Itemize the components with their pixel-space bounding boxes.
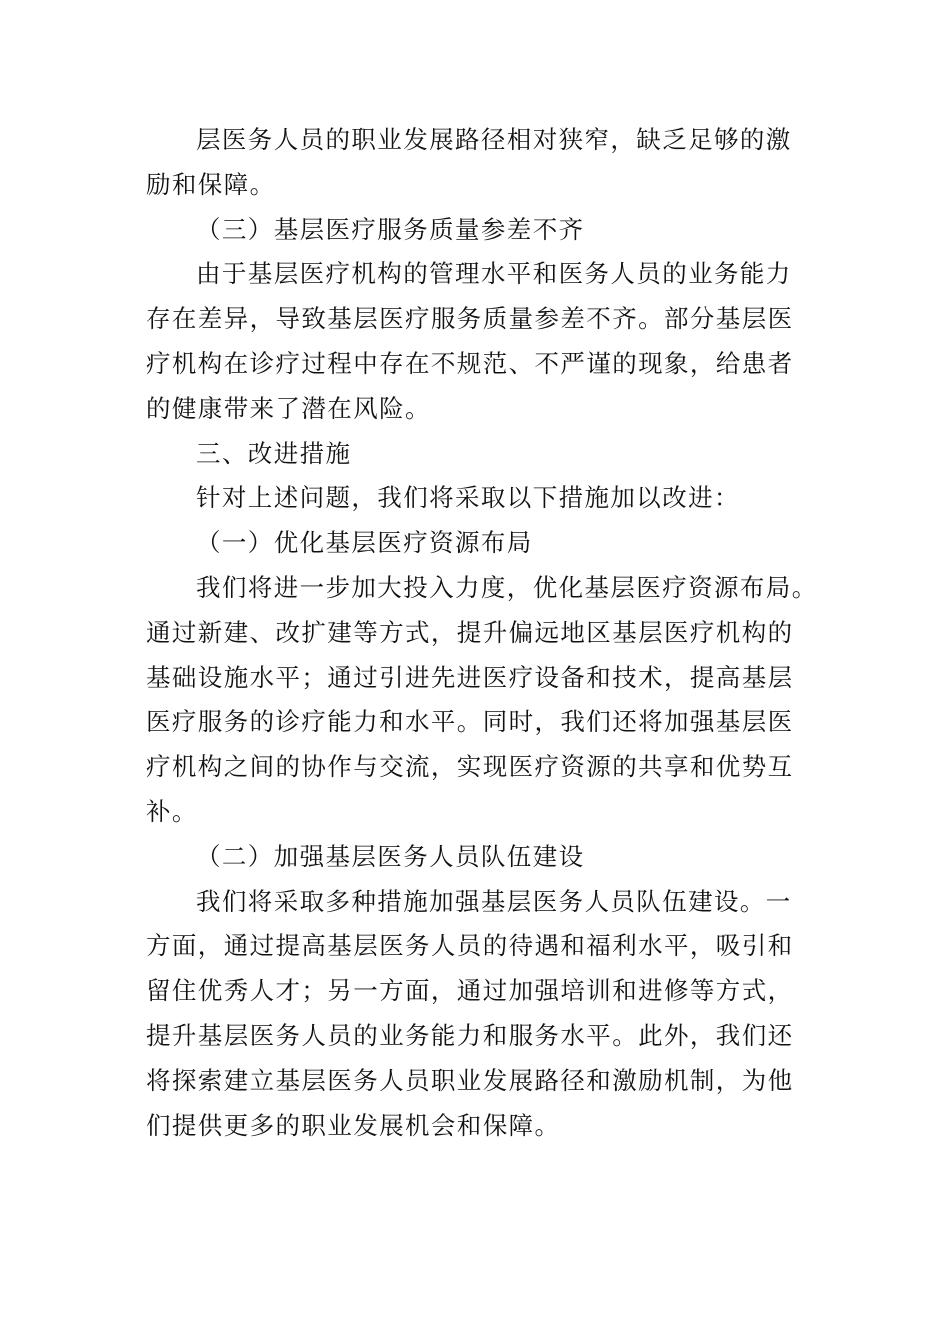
body-text-line: 将探索建立基层医务人员职业发展路径和激励机制，为他 [146,1065,794,1095]
body-text-line: 提升基层医务人员的业务能力和服务水平。此外，我们还 [146,1020,794,1050]
body-text-line: 疗机构之间的协作与交流，实现医疗资源的共享和优势互 [146,752,794,782]
body-text-line: 我们将采取多种措施加强基层医务人员队伍建设。一 [196,886,792,916]
section-heading: （一）优化基层医疗资源布局 [196,528,533,558]
body-text-line: 疗机构在诊疗过程中存在不规范、不严谨的现象，给患者 [146,348,794,378]
body-text-line: 我们将进一步加大投入力度，优化基层医疗资源布局。 [196,572,818,602]
body-text-line: 层医务人员的职业发展路径相对狭窄，缺乏足够的激 [196,125,792,154]
body-text-line: 存在差异，导致基层医疗服务质量参差不齐。部分基层医 [146,304,794,334]
body-text-line: 留住优秀人才；另一方面，通过加强培训和进修等方式， [146,976,794,1006]
document-body [146,118,818,1148]
body-text-line: 方面，通过提高基层医务人员的待遇和福利水平，吸引和 [146,931,794,961]
body-text-line: 的健康带来了潜在风险。 [146,393,431,423]
chapter-heading: 三、改进措施 [196,438,352,468]
body-text-line: 励和保障。 [146,169,276,199]
section-heading: （三）基层医疗服务质量参差不齐 [196,214,585,244]
section-heading: （二）加强基层医务人员队伍建设 [196,841,585,871]
body-text-line: 医疗服务的诊疗能力和水平。同时，我们还将加强基层医 [146,707,794,737]
body-text-line: 基础设施水平；通过引进先进医疗设备和技术，提高基层 [146,662,794,692]
body-text-line: 们提供更多的职业发展机会和保障。 [146,1110,561,1140]
body-text-line: 由于基层医疗机构的管理水平和医务人员的业务能力 [196,259,792,289]
body-text-line: 针对上述问题，我们将采取以下措施加以改进： [196,483,740,513]
body-text-line: 补。 [146,796,198,826]
body-text-line: 通过新建、改扩建等方式，提升偏远地区基层医疗机构的 [146,617,794,647]
